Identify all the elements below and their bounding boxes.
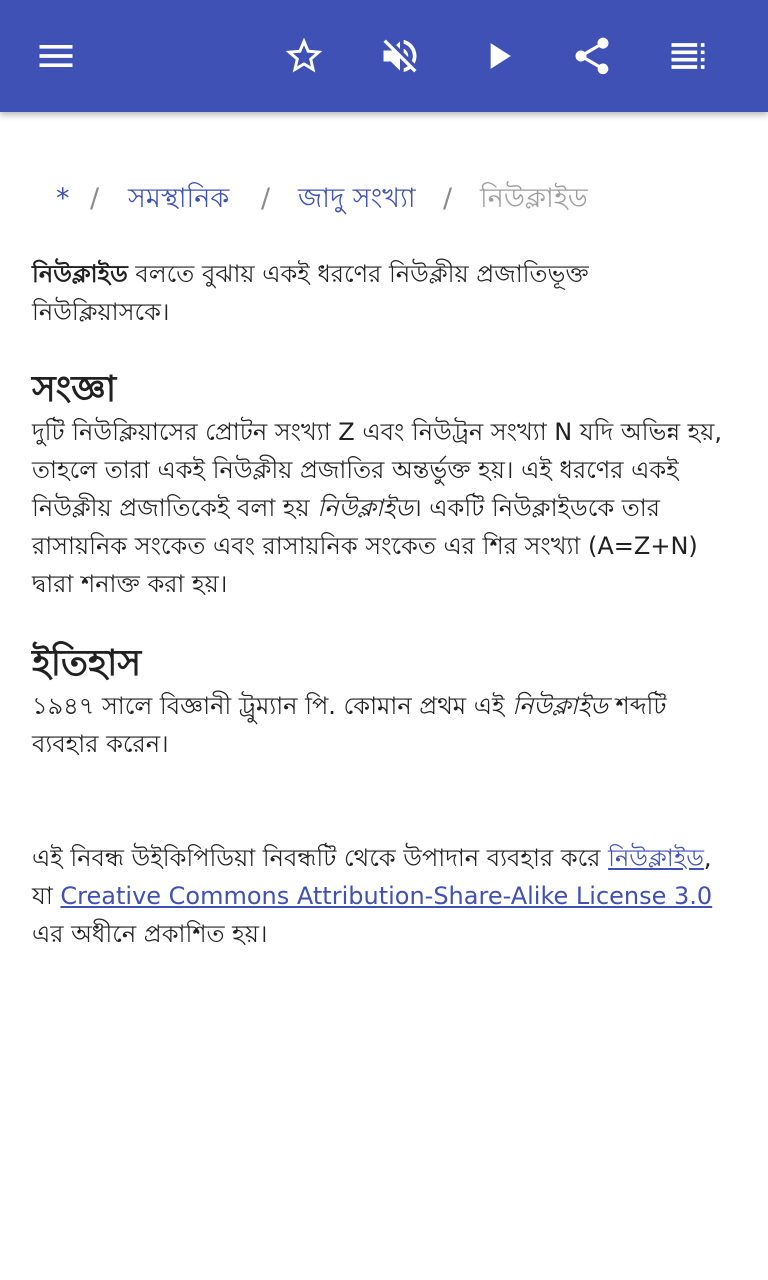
definition-paragraph: [32, 413, 732, 603]
menu-icon: [34, 34, 78, 78]
history-text-continued: শব্দটি ব্যবহার করেন।: [32, 692, 667, 758]
mute-button[interactable]: [372, 28, 428, 84]
breadcrumb-current: নিউক্লাইড: [480, 183, 588, 214]
history-paragraph: [32, 687, 732, 763]
definition-text: দুটি নিউক্লিয়াসের প্রোটন সংখ্যা Z এবং নিউট্রন সংখ্যা N যদি অভিন্ন হয়, তাহলে তারা একই নিউক্লীয় প্রজাতির অন্তর্ভুক্ত হয়। এই ধরণের একই নিউক্লীয় প্রজাতিকেই বলা হয়: [32, 418, 723, 522]
definition-term: নিউক্লাইড: [317, 494, 414, 522]
star-outline-icon: [282, 34, 326, 78]
license-link[interactable]: Creative Commons Attribution-Share-Alike License 3.0: [60, 882, 713, 910]
section-heading-definition: সংজ্ঞা: [32, 369, 117, 410]
attribution-text-end: এর অধীনে প্রকাশিত হয়।: [32, 920, 268, 948]
section-heading-history: ইতিহাস: [32, 643, 142, 684]
play-button[interactable]: [470, 28, 526, 84]
play-icon: [476, 34, 520, 78]
share-button[interactable]: [564, 28, 620, 84]
share-icon: [570, 34, 614, 78]
breadcrumb-item-home[interactable]: *: [56, 183, 70, 214]
volume-off-icon: [378, 34, 422, 78]
history-term: নিউক্লাইড: [512, 692, 608, 720]
app-toolbar: [0, 0, 768, 112]
intro-text: বলতে বুঝায় একই ধরণের নিউক্লীয় প্রজাতিভূক্ত নিউক্লিয়াসকে।: [32, 260, 589, 326]
history-text: ১৯৪৭ সালে বিজ্ঞানী ট্রুম্যান পি. কোমান প্রথম এই: [32, 692, 513, 720]
attribution-text-mid: , যা: [32, 844, 712, 910]
attribution-paragraph: [32, 839, 732, 953]
intro-term: নিউক্লাইড: [32, 260, 128, 288]
breadcrumb-item-magic-number[interactable]: জাদু সংখ্যা: [298, 183, 416, 214]
source-article-link[interactable]: নিউক্লাইড: [608, 844, 704, 872]
intro-paragraph: [32, 255, 732, 331]
article-content: [32, 255, 732, 953]
bookmark-button[interactable]: [276, 28, 332, 84]
breadcrumb-separator: /: [261, 183, 271, 214]
contents-button[interactable]: [660, 28, 716, 84]
playlist-icon: [666, 34, 710, 78]
breadcrumb-separator: /: [90, 183, 100, 214]
breadcrumb-separator: /: [443, 183, 453, 214]
menu-button[interactable]: [28, 28, 84, 84]
attribution-text: এই নিবন্ধ উইকিপিডিয়া নিবন্ধটি থেকে উপাদান ব্যবহার করে: [32, 844, 609, 872]
definition-text-continued: । একটি নিউক্লাইডকে তার রাসায়নিক সংকেত এবং রাসায়নিক সংকেত এর শির সংখ্যা (A=Z+N) দ্বারা শনাক্ত করা হয়।: [32, 494, 698, 598]
breadcrumb: [0, 176, 768, 222]
breadcrumb-item-isotope[interactable]: সমস্থানিক: [128, 183, 230, 214]
